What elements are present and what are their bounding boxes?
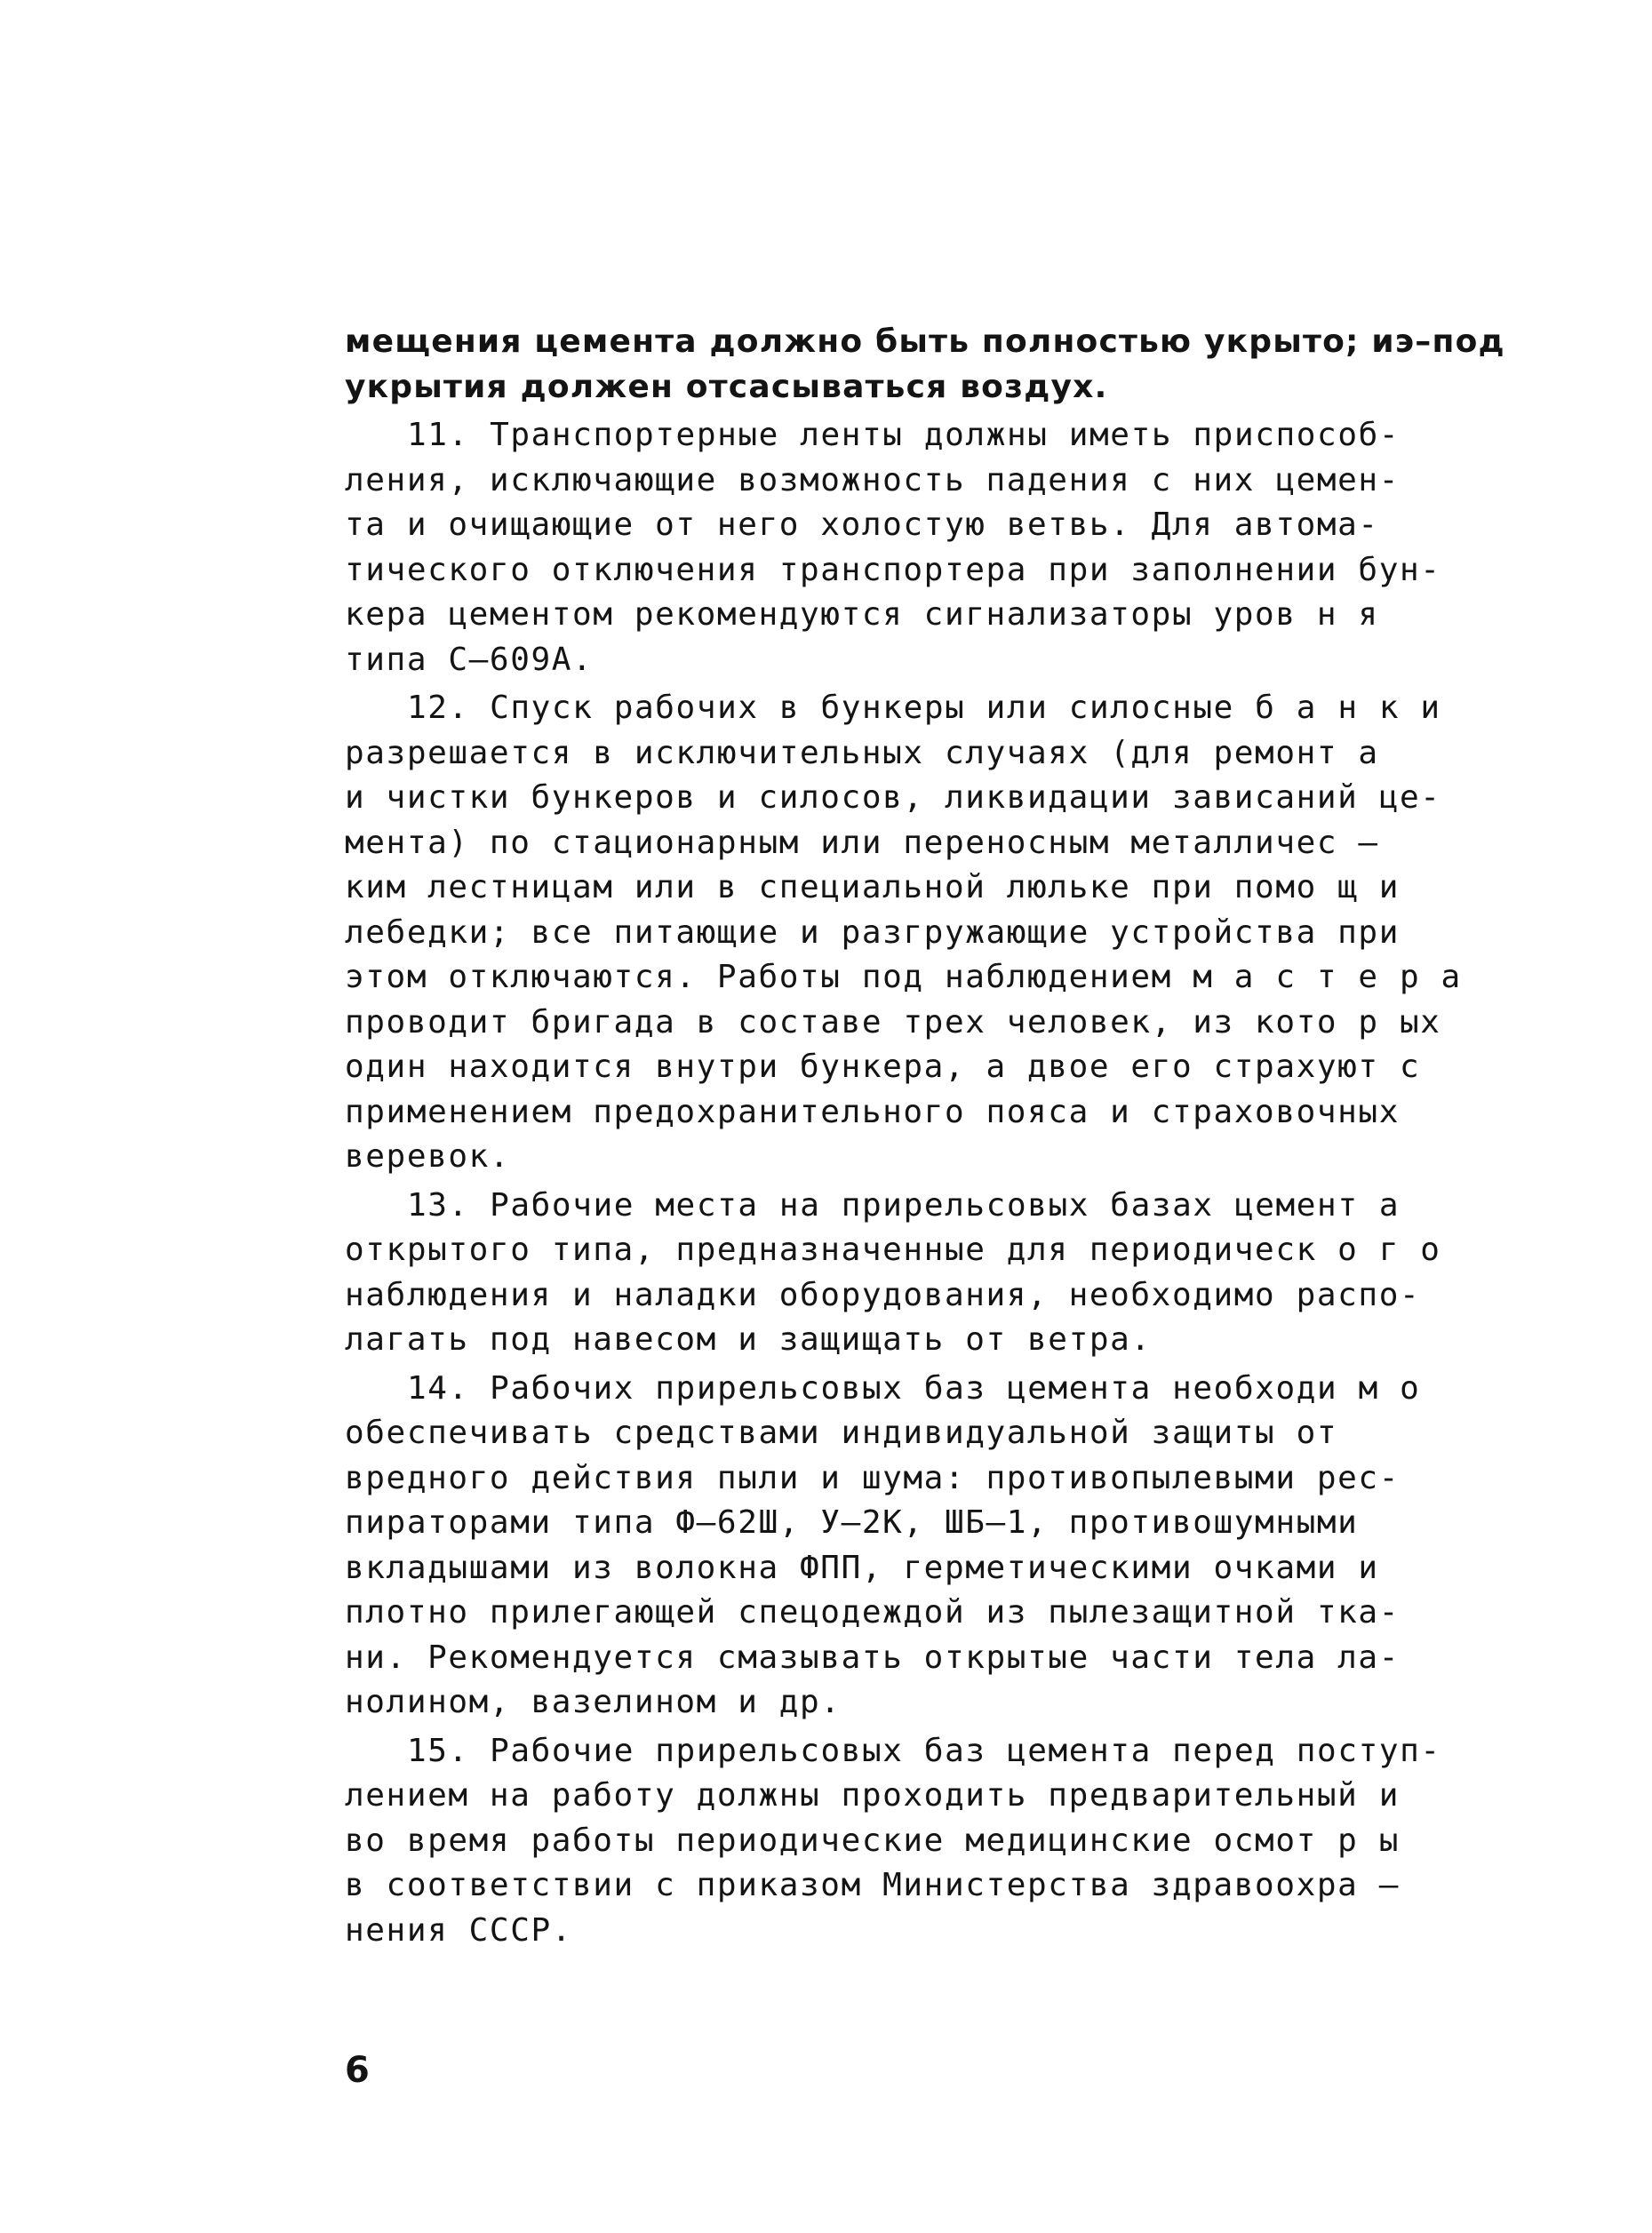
text-line: тического отключения транспортера при заполнении бун- [345, 551, 1441, 588]
text-line: вредного действия пыли и шума: противопылевыми рес- [345, 1459, 1400, 1496]
page-number: 6 [345, 2050, 370, 2091]
text-line: открытого типа, предназначенные для периодическ о г о [345, 1232, 1441, 1268]
text-line: лебедки; все питающие и разгружающие устройства при [345, 913, 1400, 951]
text-line: ни. Рекомендуется смазывать открытые части тела ла- [345, 1639, 1400, 1676]
text-line: укрытия должен отсасываться воздух. [345, 368, 1108, 405]
text-line: применением предохранительного пояса и страховочных [345, 1093, 1400, 1130]
text-line: ления, исключающие возможность падения с них цемен- [345, 461, 1400, 498]
text-line: пираторами типа Ф–62Ш, У–2К, ШБ–1, противошумными [345, 1504, 1359, 1541]
text-line: этом отключаются. Работы под наблюдением м а с т е р а [345, 959, 1462, 995]
body-text [345, 320, 1505, 1953]
paragraph-13 [345, 1184, 1473, 1363]
text-line: 11. Транспортерные ленты должны иметь приспособ- [407, 417, 1401, 453]
text-line: лением на работу должны проходить предварительный и [345, 1777, 1400, 1814]
text-line: мещения цемента должно быть полностью укрыто; иэ–под [345, 323, 1505, 360]
text-line: и чистки бункеров и силосов, ликвидации зависаний це- [345, 779, 1441, 816]
text-line: вкладышами из волокна ФПП, герметическими очками и [345, 1549, 1379, 1586]
text-line: проводит бригада в составе трех человек, из кото р ых [345, 1003, 1441, 1041]
text-line: типа С–609А. [345, 641, 594, 678]
text-line: та и очищающие от него холостую ветвь. Для автома- [345, 506, 1379, 543]
text-line: в соответствии с приказом Министерства здравоохра – [345, 1867, 1400, 1903]
text-line: во время работы периодические медицинские осмот р ы [345, 1822, 1400, 1859]
text-line: один находится внутри бункера, а двое его страхуют с [345, 1049, 1421, 1085]
text-line: обеспечивать средствами индивидуальной защиты от [345, 1415, 1338, 1451]
text-line: плотно прилегающей спецодеждой из пылезащитной тка- [345, 1594, 1400, 1631]
text-line: разрешается в исключительных случаях (для ремонт а [345, 734, 1379, 771]
text-line: кера цементом рекомендуются сигнализаторы уров н я [345, 596, 1379, 633]
text-line: веревок. [345, 1138, 511, 1175]
text-line: наблюдения и наладки оборудования, необходимо распо- [345, 1276, 1421, 1313]
text-line: 13. Рабочие места на прирельсовых базах цемент а [407, 1186, 1401, 1224]
paragraph-11 [345, 413, 1473, 682]
text-line: нолином, вазелином и др. [345, 1684, 842, 1720]
paragraph-10-continuation [345, 320, 1505, 410]
text-line: лагать под навесом и защищать от ветра. [345, 1321, 1152, 1358]
text-line: 14. Рабочих прирельсовых баз цемента необходи м о [407, 1369, 1421, 1407]
text-line: ким лестницам или в специальной люльке при помо щ и [345, 869, 1400, 905]
paragraph-15 [345, 1729, 1473, 1954]
text-line: 12. Спуск рабочих в бункеры или силосные б а н к и [407, 690, 1441, 726]
paragraph-14 [345, 1367, 1473, 1726]
paragraph-12 [345, 686, 1473, 1180]
text-line: нения СССР. [345, 1911, 573, 1949]
text-line: мента) по стационарным или переносным металличес – [345, 824, 1379, 861]
text-line: 15. Рабочие прирельсовых баз цемента перед поступ- [407, 1732, 1441, 1769]
